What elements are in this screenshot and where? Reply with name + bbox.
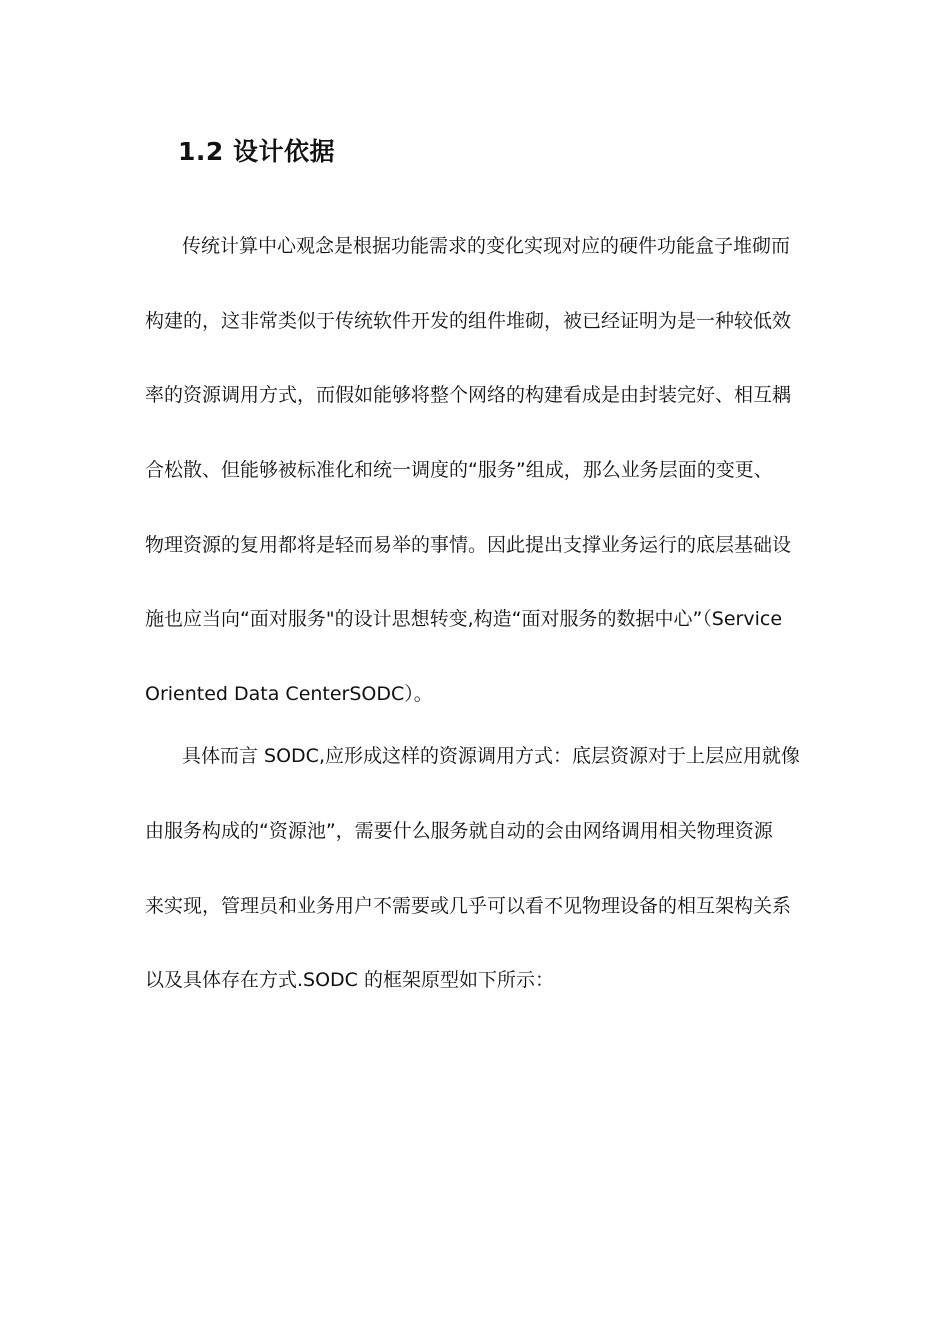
paragraph-line: 来实现，管理员和业务用户不需要或几乎可以看不见物理设备的相互架构关系 xyxy=(145,895,792,917)
paragraph-line: 合松散、但能够被标准化和统一调度的“服务”组成，那么业务层面的变更、 xyxy=(145,459,773,481)
paragraph-line: 具体而言 SODC,应形成这样的资源调用方式：底层资源对于上层应用就像 xyxy=(182,745,800,767)
paragraph-line: 由服务构成的“资源池”，需要什么服务就自动的会由网络调用相关物理资源 xyxy=(145,820,773,842)
paragraph-line: 物理资源的复用都将是轻而易举的事情。因此提出支撑业务运行的底层基础设 xyxy=(145,534,792,556)
paragraph-line: 率的资源调用方式，而假如能够将整个网络的构建看成是由封装完好、相互耦 xyxy=(145,384,792,406)
paragraph-line: 传统计算中心观念是根据功能需求的变化实现对应的硬件功能盒子堆砌而 xyxy=(182,235,791,257)
paragraph-line: Oriented Data CenterSODC）。 xyxy=(145,683,433,705)
section-heading: 1.2 设计依据 xyxy=(178,137,335,166)
paragraph-line: 构建的，这非常类似于传统软件开发的组件堆砌，被已经证明为是一种较低效 xyxy=(145,310,792,332)
paragraph-line: 以及具体存在方式.SODC 的框架原型如下所示： xyxy=(145,969,554,991)
paragraph-line: 施也应当向“面对服务"的设计思想转变,构造“面对服务的数据中心”（Service xyxy=(145,608,783,630)
